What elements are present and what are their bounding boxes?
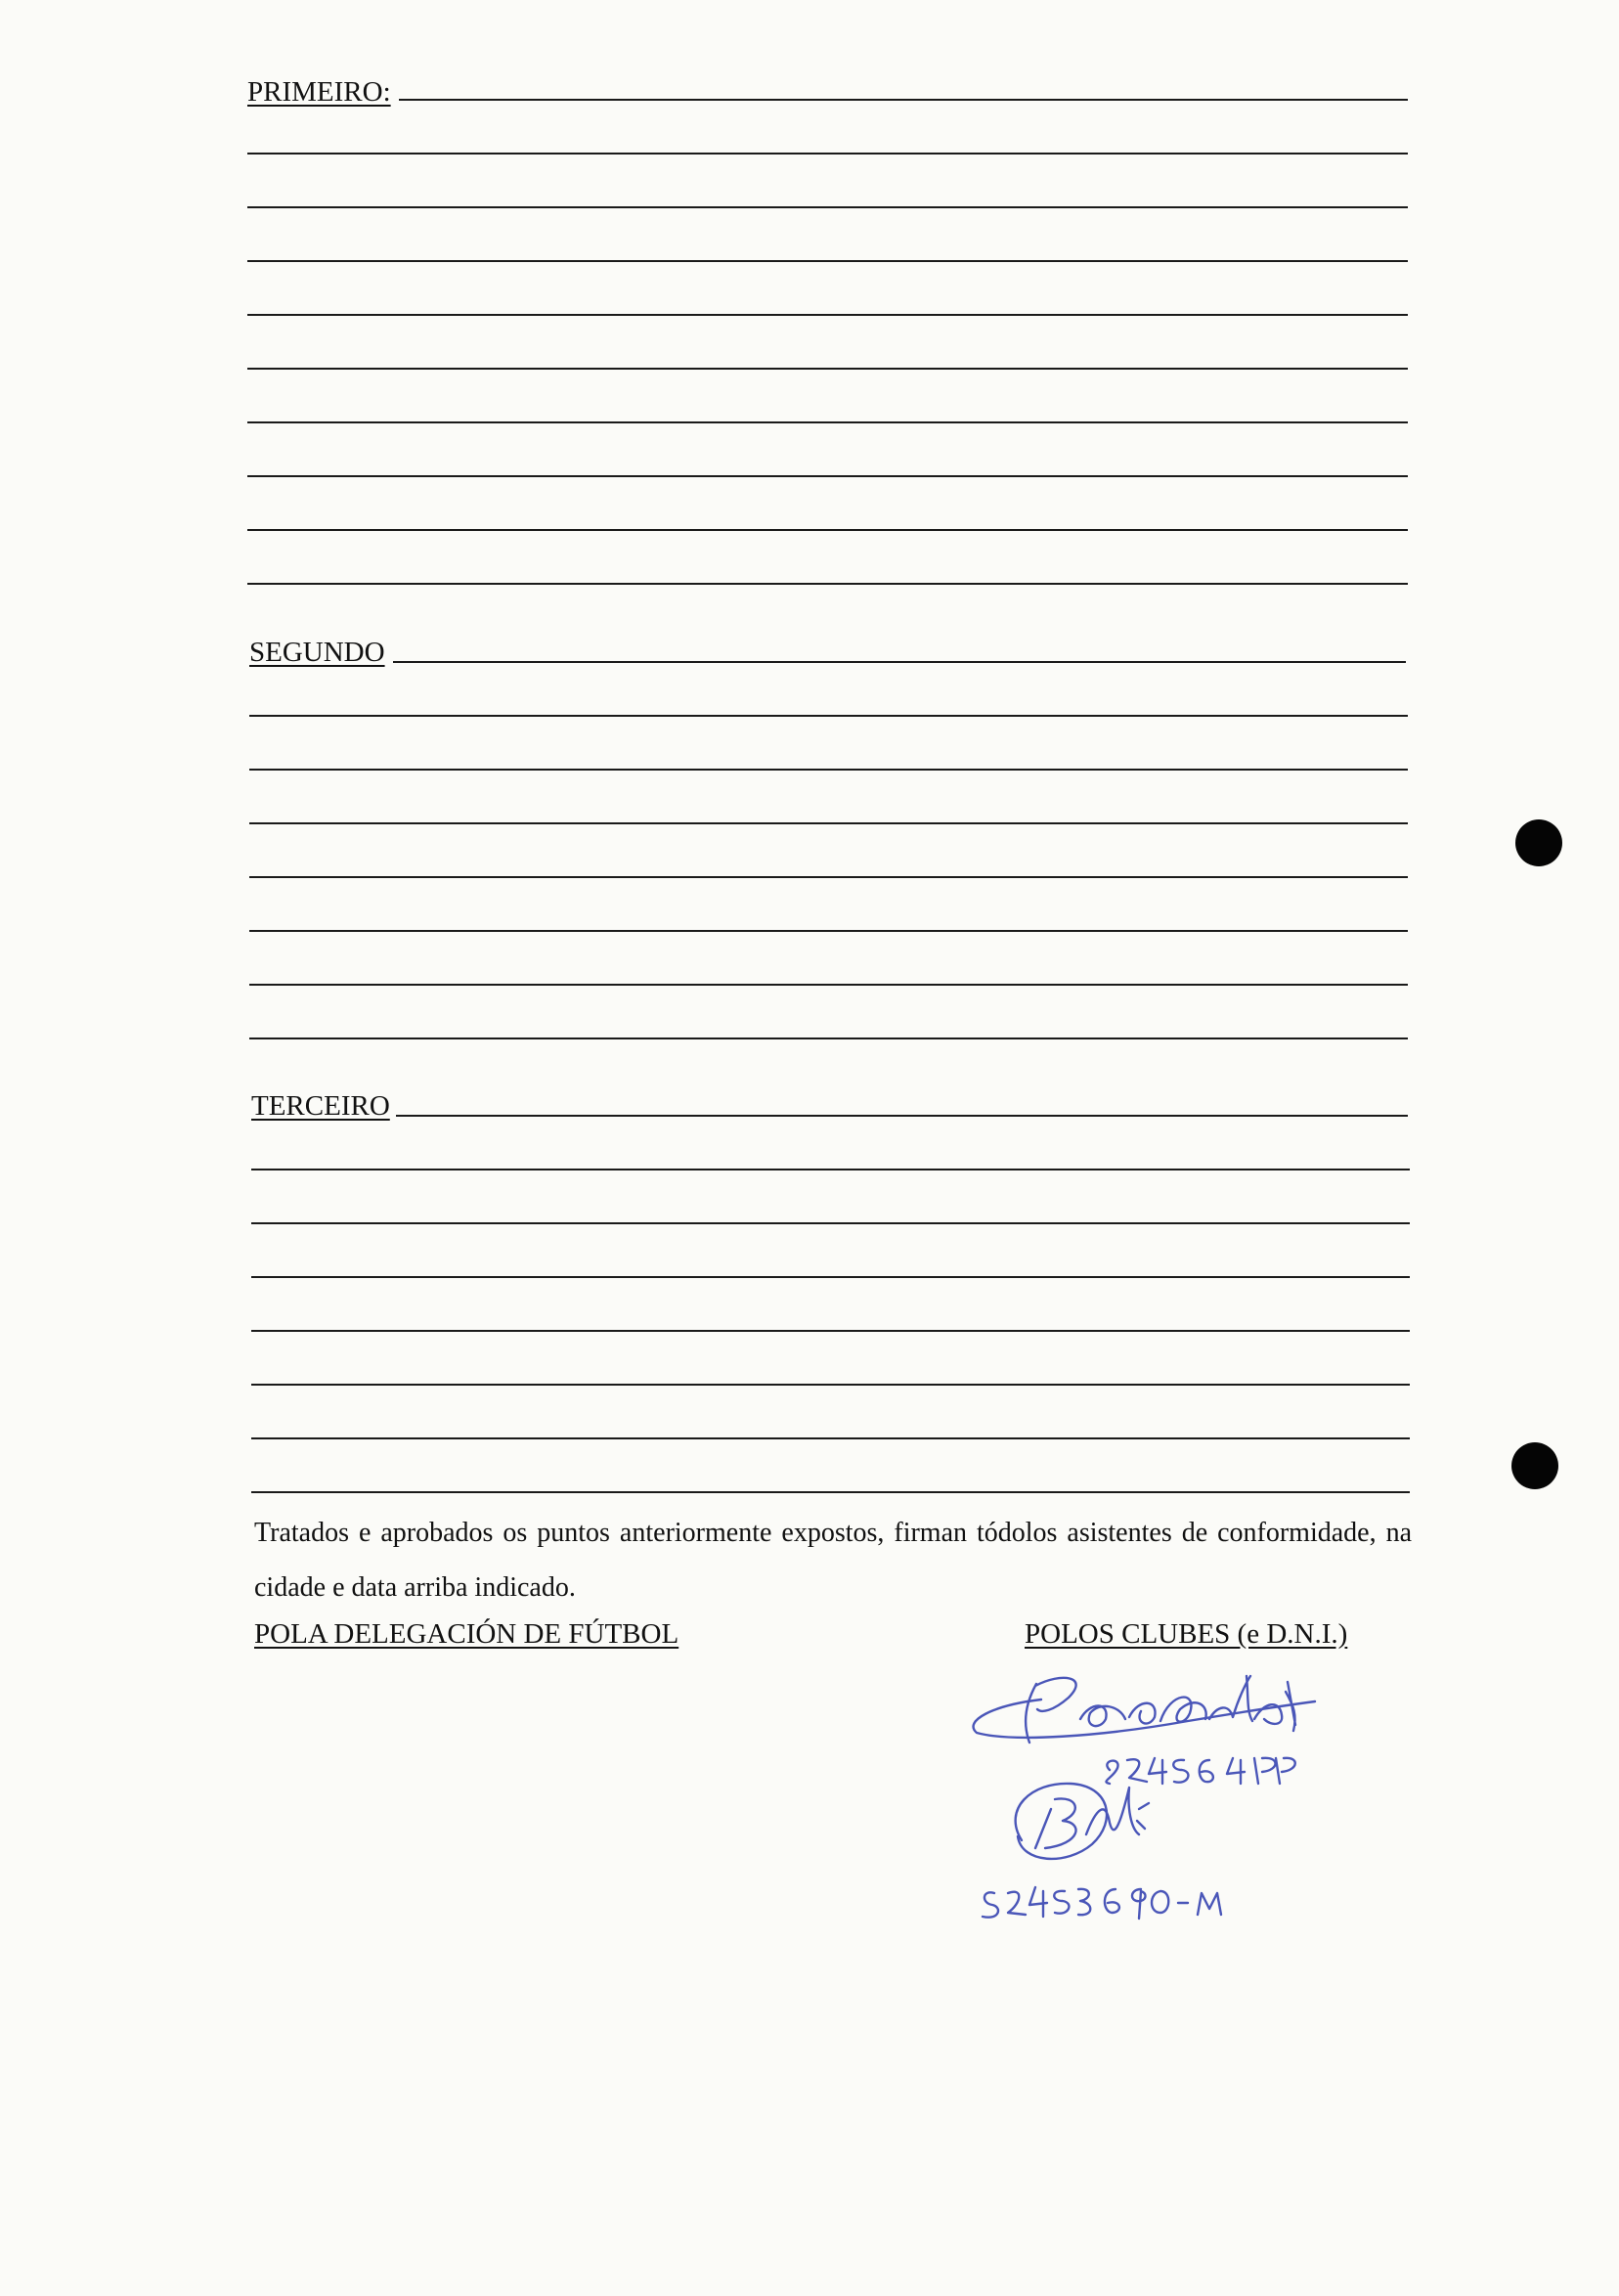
terceiro-line[interactable]: [251, 1169, 1410, 1170]
segundo-line[interactable]: [249, 1038, 1408, 1039]
punch-hole: [1515, 819, 1562, 866]
signatures-drawing: [953, 1662, 1442, 1956]
primeiro-line[interactable]: [247, 260, 1408, 262]
segundo-line[interactable]: [249, 876, 1408, 878]
primeiro-line[interactable]: [247, 583, 1408, 585]
primeiro-line[interactable]: [247, 529, 1408, 531]
terceiro-line[interactable]: [251, 1384, 1410, 1386]
primeiro-line[interactable]: [247, 475, 1408, 477]
segundo-line[interactable]: [249, 930, 1408, 932]
terceiro-line[interactable]: [251, 1276, 1410, 1278]
primeiro-line[interactable]: [247, 314, 1408, 316]
closing-paragraph: Tratados e aprobados os puntos anteriormente expostos, firman tódolos asistentes de conformidade, na cidade e data arriba indicado.: [254, 1518, 1412, 1603]
terceiro-first-line[interactable]: [396, 1115, 1408, 1117]
segundo-first-line[interactable]: [393, 661, 1406, 663]
terceiro-line[interactable]: [251, 1437, 1410, 1439]
primeiro-line[interactable]: [247, 368, 1408, 370]
terceiro-line[interactable]: [251, 1330, 1410, 1332]
section-primeiro-label: PRIMEIRO:: [247, 76, 391, 108]
terceiro-line[interactable]: [251, 1222, 1410, 1224]
club-signatures: [953, 1662, 1442, 1956]
primeiro-line[interactable]: [247, 421, 1408, 423]
segundo-line[interactable]: [249, 769, 1408, 771]
section-terceiro-label: TERCEIRO: [251, 1090, 390, 1122]
segundo-line[interactable]: [249, 984, 1408, 986]
primeiro-line[interactable]: [247, 153, 1408, 155]
segundo-line[interactable]: [249, 715, 1408, 717]
primeiro-first-line[interactable]: [399, 99, 1408, 101]
clubs-signatory-label: POLOS CLUBES (e D.N.I.): [1025, 1618, 1348, 1650]
section-segundo-label: SEGUNDO: [249, 637, 385, 668]
segundo-line[interactable]: [249, 822, 1408, 824]
terceiro-line[interactable]: [251, 1491, 1410, 1493]
primeiro-line[interactable]: [247, 206, 1408, 208]
punch-hole: [1511, 1442, 1558, 1489]
delegation-signatory-label: POLA DELEGACIÓN DE FÚTBOL: [254, 1618, 679, 1650]
